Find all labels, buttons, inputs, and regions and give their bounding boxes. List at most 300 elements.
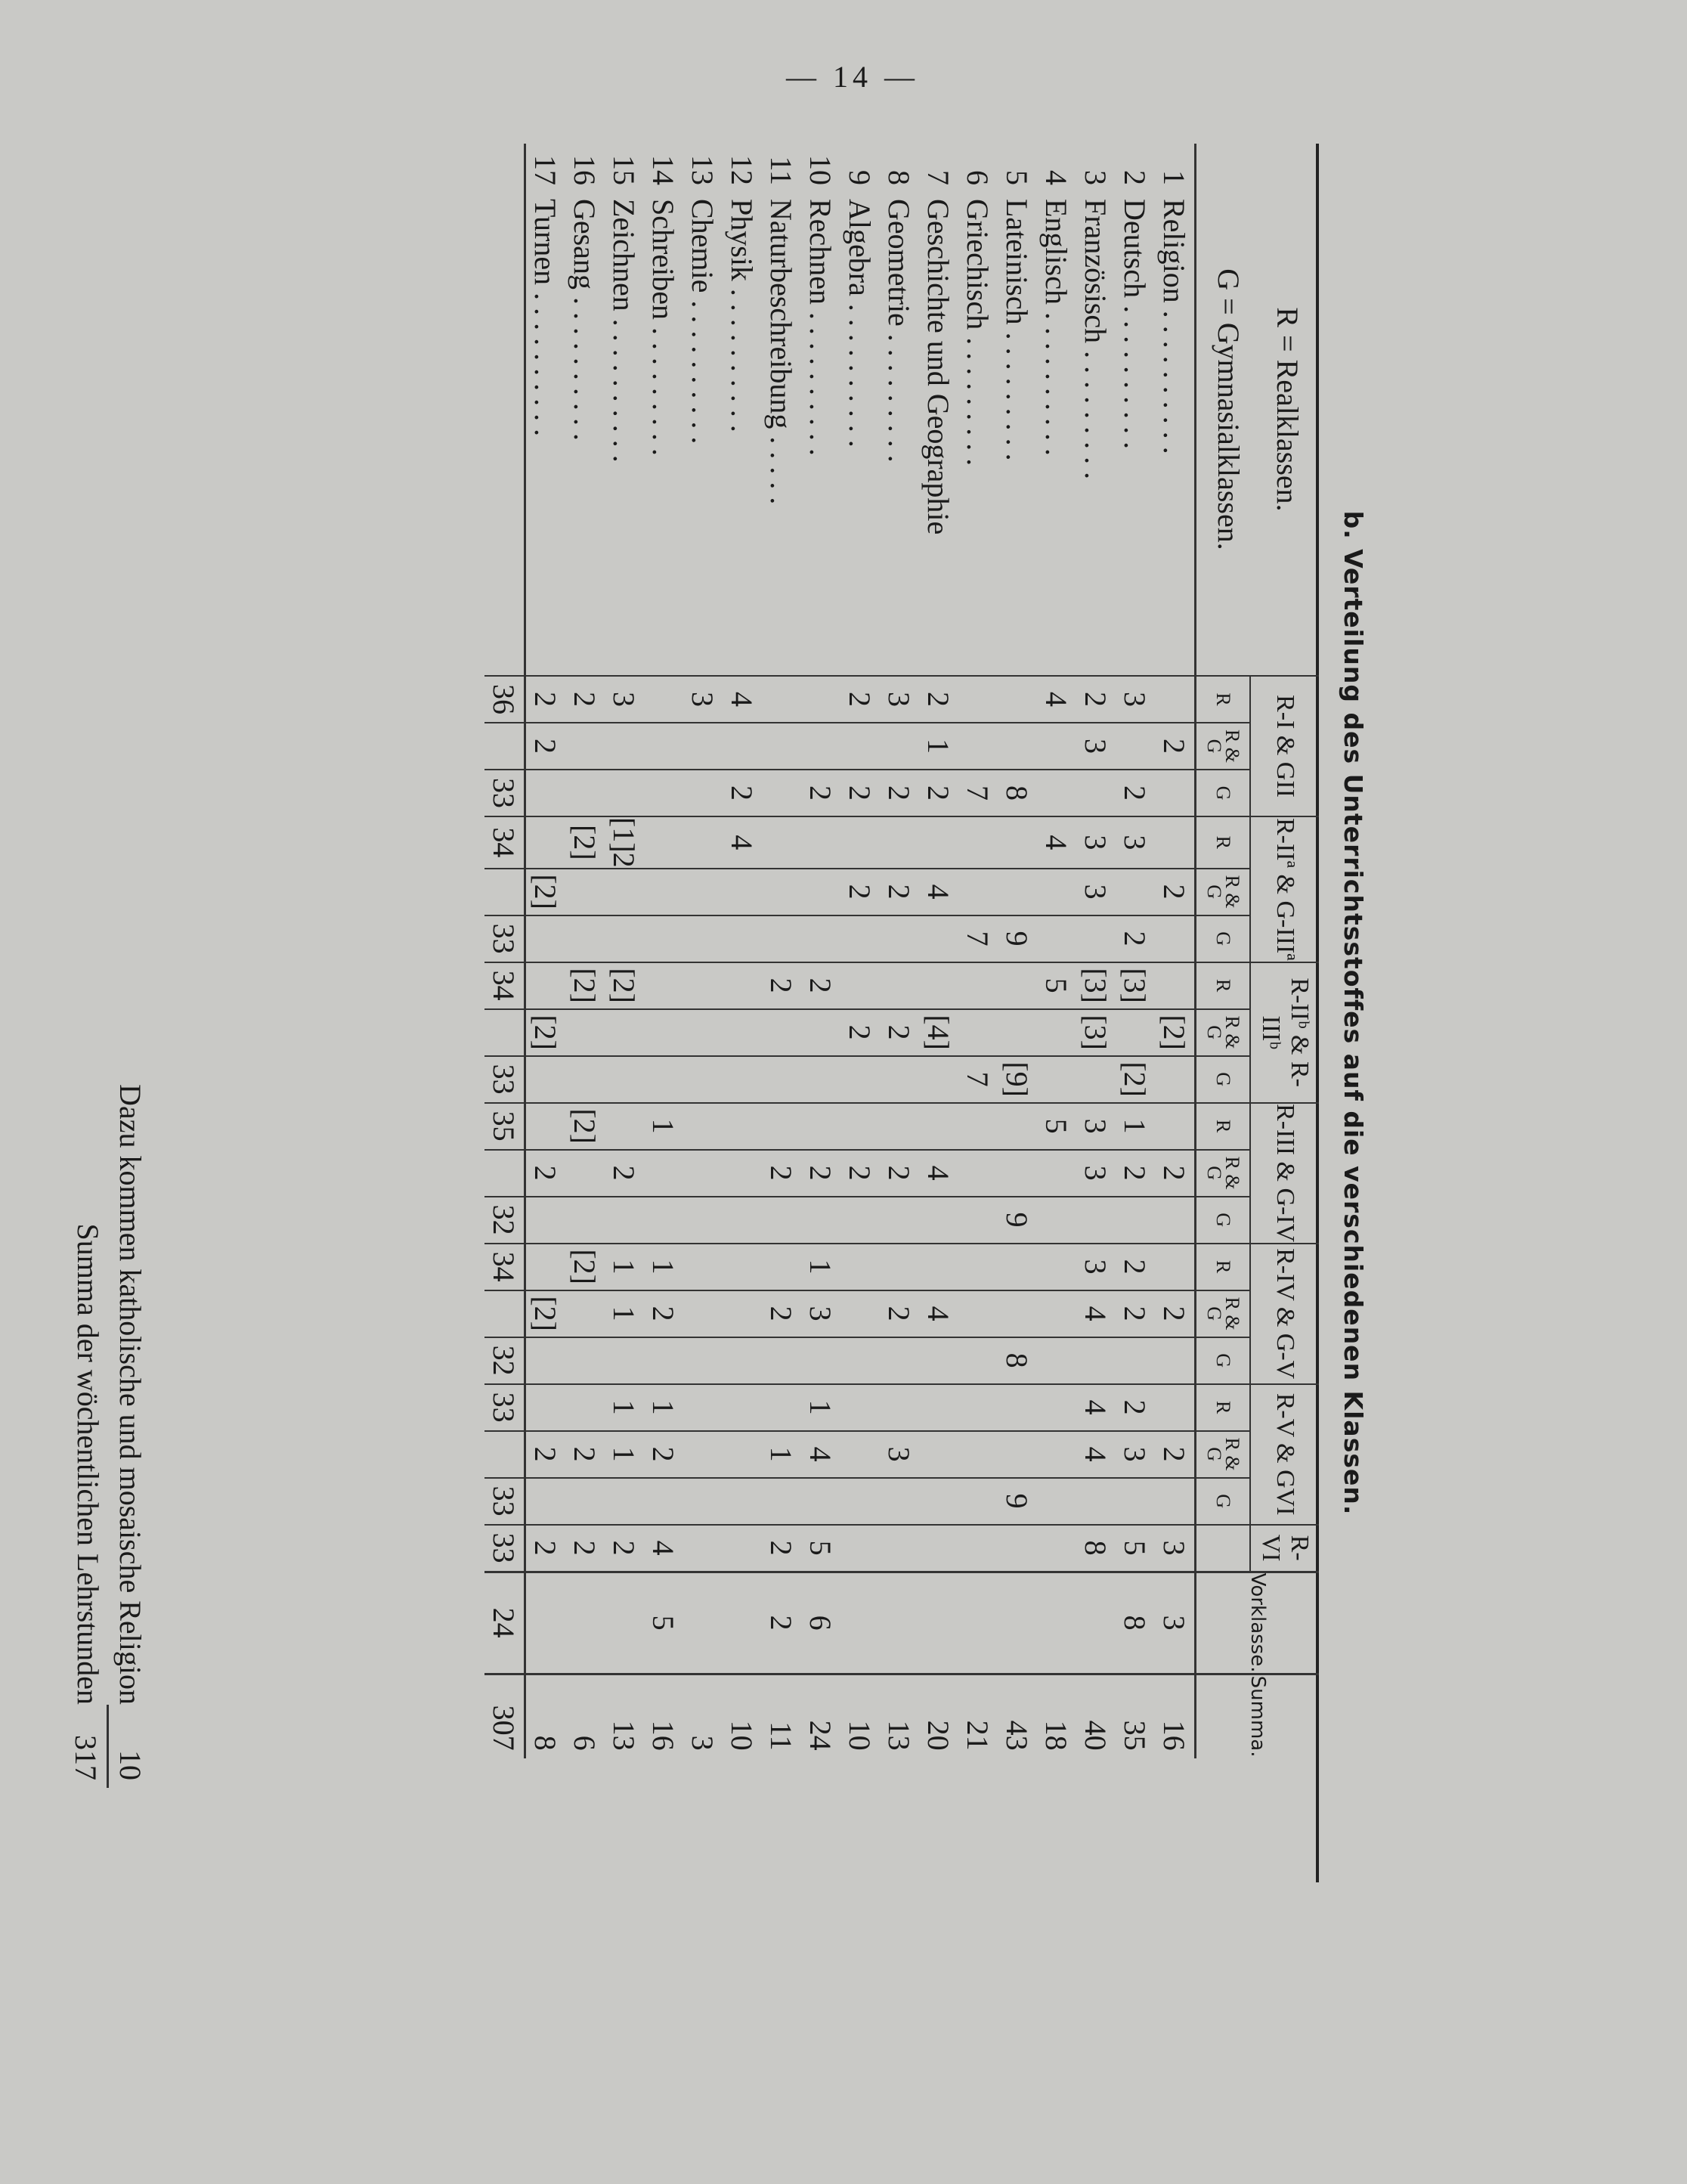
footer-add-label: Dazu kommen katholische und mosaische Religion <box>113 1084 147 1705</box>
group-header: R-I & GII <box>1250 676 1319 816</box>
row-number: 9 <box>843 170 878 185</box>
sub-header-rg: R & G <box>1196 1431 1251 1478</box>
hours-cell <box>919 1384 958 1431</box>
hours-cell: 4 <box>723 816 762 869</box>
subject-name: Algebra . . . . . . . . . . <box>843 199 878 448</box>
hours-cell <box>1155 1337 1196 1384</box>
subject-row <box>919 144 958 1758</box>
hours-cell: 2 <box>801 770 840 816</box>
subject-row <box>1155 144 1196 1758</box>
hours-cell <box>762 770 801 816</box>
hours-cell <box>565 1384 605 1431</box>
hours-cell <box>605 1103 644 1150</box>
row-number: 2 <box>1118 170 1153 185</box>
hours-cell <box>801 1197 840 1244</box>
hours-cell: 2 <box>1116 770 1155 816</box>
hours-cell <box>919 1337 958 1384</box>
hours-cell <box>1155 1478 1196 1525</box>
hours-cell <box>998 962 1037 1009</box>
hours-cell: 7 <box>958 770 998 816</box>
summa-cell: 8 <box>525 1674 566 1758</box>
hours-cell <box>723 1290 762 1337</box>
hours-cell: 1 <box>801 1384 840 1431</box>
hours-cell <box>723 962 762 1009</box>
hours-cell <box>958 1103 998 1150</box>
hours-cell: 4 <box>801 1431 840 1478</box>
sub-header-rg: R & G <box>1196 1290 1251 1337</box>
subject-name: Chemie . . . . . . . . . . <box>686 199 720 445</box>
footer-add-value: 10 <box>113 1750 147 1780</box>
vorklasse-cell <box>919 1572 958 1674</box>
summa-cell: 21 <box>958 1674 998 1758</box>
hours-cell <box>605 770 644 816</box>
hours-cell <box>998 1150 1037 1197</box>
hours-cell: 9 <box>998 1197 1037 1244</box>
hours-cell <box>723 723 762 770</box>
hours-cell: 4 <box>1037 676 1076 723</box>
hours-cell <box>1116 1478 1155 1525</box>
vorklasse-header: Vorklasse. <box>1196 1572 1320 1674</box>
hours-cell: 1 <box>762 1431 801 1478</box>
hours-cell <box>840 1290 880 1337</box>
subject-row <box>723 144 762 1758</box>
hours-cell: 2 <box>1116 1290 1155 1337</box>
hours-cell: 2 <box>1116 1244 1155 1290</box>
row-number: 15 <box>607 155 642 185</box>
hours-cell: 1 <box>644 1103 683 1150</box>
hours-cell <box>958 1431 998 1478</box>
hours-cell <box>1155 1103 1196 1150</box>
hours-cell: 4 <box>1076 1431 1116 1478</box>
subject-name: Geschichte und Geographie <box>921 199 956 535</box>
hours-cell: 8 <box>1076 1525 1116 1572</box>
hours-cell <box>840 1478 880 1525</box>
hours-cell: [2] <box>605 962 644 1009</box>
footer-add-row <box>109 699 151 1788</box>
subject-row <box>1076 144 1116 1758</box>
hours-cell: [2] <box>1116 1056 1155 1103</box>
hours-cell: [2] <box>565 1103 605 1150</box>
sub-header-g: G <box>1196 770 1251 816</box>
hours-cell <box>525 1478 566 1525</box>
hours-cell <box>998 723 1037 770</box>
hours-cell <box>484 1150 525 1197</box>
subject-name: Englisch . . . . . . . . . . <box>1039 199 1074 456</box>
hours-cell: [2] <box>525 1290 566 1337</box>
hours-cell: [2] <box>525 1009 566 1056</box>
hours-cell <box>919 1244 958 1290</box>
legend-gym: G = Gymnasialklassen. <box>1212 268 1246 550</box>
hours-cell: 2 <box>919 676 958 723</box>
hours-cell: [1]2 <box>605 816 644 869</box>
hours-cell <box>644 770 683 816</box>
hours-cell <box>1076 1197 1116 1244</box>
hours-cell <box>644 816 683 869</box>
sub-header-r: R <box>1196 962 1251 1009</box>
summa-cell: 13 <box>605 1674 644 1758</box>
row-number <box>484 144 525 193</box>
hours-cell <box>525 770 566 816</box>
hours-cell <box>762 915 801 962</box>
hours-cell <box>644 1337 683 1384</box>
hours-cell <box>1116 723 1155 770</box>
hours-cell <box>801 676 840 723</box>
hours-cell <box>1076 770 1116 816</box>
hours-cell: 2 <box>565 676 605 723</box>
hours-cell <box>605 1056 644 1103</box>
hours-cell <box>683 1197 723 1244</box>
hours-cell <box>644 723 683 770</box>
hours-cell <box>565 915 605 962</box>
hours-cell <box>762 676 801 723</box>
legend-real: R = Realklassen. <box>1271 307 1305 512</box>
subject-name: Zeichnen . . . . . . . . . . <box>607 199 642 463</box>
hours-cell <box>525 1056 566 1103</box>
hours-cell: 2 <box>880 770 919 816</box>
hours-cell: 32 <box>484 1197 525 1244</box>
hours-cell <box>683 869 723 915</box>
row-number: 11 <box>764 156 799 185</box>
hours-cell <box>565 723 605 770</box>
hours-cell <box>801 869 840 915</box>
vorklasse-cell <box>840 1572 880 1674</box>
group-header: R-VI <box>1250 1525 1319 1572</box>
hours-cell: 3 <box>1076 1103 1116 1150</box>
hours-cell <box>723 915 762 962</box>
hours-cell: 7 <box>958 1056 998 1103</box>
hours-cell <box>1037 770 1076 816</box>
hours-cell: 5 <box>1037 1103 1076 1150</box>
hours-cell <box>919 816 958 869</box>
hours-cell: 5 <box>1037 962 1076 1009</box>
vorklasse-cell <box>525 1572 566 1674</box>
hours-cell <box>840 1337 880 1384</box>
subject-name: Geometrie . . . . . . . . . <box>882 199 917 463</box>
hours-cell: 35 <box>484 1103 525 1150</box>
hours-cell: 2 <box>801 1150 840 1197</box>
summa-cell: 11 <box>762 1674 801 1758</box>
hours-cell <box>723 1150 762 1197</box>
hours-cell <box>1155 676 1196 723</box>
hours-cell <box>958 1197 998 1244</box>
hours-cell <box>840 1244 880 1290</box>
hours-cell <box>484 723 525 770</box>
sub-header-g: G <box>1196 1056 1251 1103</box>
hours-cell <box>525 1337 566 1384</box>
hours-cell <box>565 770 605 816</box>
vorklasse-cell <box>880 1572 919 1674</box>
hours-cell <box>1116 1009 1155 1056</box>
hours-cell <box>683 1431 723 1478</box>
subject-name: Schreiben . . . . . . . . . <box>646 199 681 456</box>
hours-cell <box>683 1009 723 1056</box>
hours-cell <box>683 1290 723 1337</box>
hours-cell <box>1155 1244 1196 1290</box>
hours-cell <box>484 1290 525 1337</box>
hours-cell <box>998 816 1037 869</box>
hours-cell <box>762 816 801 869</box>
subject-name: Rechnen . . . . . . . . . . <box>803 199 838 456</box>
hours-cell: 2 <box>644 1431 683 1478</box>
summa-cell: 40 <box>1076 1674 1116 1758</box>
vorklasse-cell: 2 <box>762 1572 801 1674</box>
hours-cell: 2 <box>525 1525 566 1572</box>
hours-cell: 2 <box>801 962 840 1009</box>
hours-cell <box>801 1478 840 1525</box>
summa-cell: 10 <box>840 1674 880 1758</box>
hours-cell <box>1076 915 1116 962</box>
sub-header-r: R <box>1196 1384 1251 1431</box>
hours-cell <box>958 1009 998 1056</box>
sub-header-rg: R & G <box>1196 1009 1251 1056</box>
hours-cell: 2 <box>1155 1290 1196 1337</box>
hours-cell <box>1155 962 1196 1009</box>
hours-cell <box>1155 1384 1196 1431</box>
vorklasse-cell <box>1037 1572 1076 1674</box>
hours-cell <box>1037 1337 1076 1384</box>
subject-row <box>644 144 683 1758</box>
summa-cell: 43 <box>998 1674 1037 1758</box>
hours-cell: 3 <box>1076 869 1116 915</box>
hours-cell <box>605 723 644 770</box>
hours-cell <box>565 1009 605 1056</box>
hours-cell: 2 <box>762 1290 801 1337</box>
hours-cell: 3 <box>880 676 919 723</box>
hours-cell <box>723 1525 762 1572</box>
hours-cell: 2 <box>565 1431 605 1478</box>
hours-cell: [9] <box>998 1056 1037 1103</box>
hours-cell <box>958 1384 998 1431</box>
hours-cell: 9 <box>998 915 1037 962</box>
hours-cell: 1 <box>605 1290 644 1337</box>
subject-row <box>880 144 919 1758</box>
hours-cell <box>644 962 683 1009</box>
hours-cell <box>998 1009 1037 1056</box>
hours-cell: 8 <box>998 770 1037 816</box>
hours-cell: 1 <box>605 1384 644 1431</box>
hours-cell <box>801 1056 840 1103</box>
hours-cell <box>565 1290 605 1337</box>
subject-row <box>998 144 1037 1758</box>
hours-cell: 2 <box>525 1150 566 1197</box>
hours-cell <box>1037 1056 1076 1103</box>
hours-cell <box>1155 1056 1196 1103</box>
row-number: 7 <box>921 170 956 185</box>
hours-cell: 4 <box>919 1150 958 1197</box>
sub-header-rg: R & G <box>1196 723 1251 770</box>
row-number: 13 <box>686 155 720 185</box>
hours-cell: 3 <box>1116 676 1155 723</box>
hours-cell: 3 <box>1076 723 1116 770</box>
hours-cell: 3 <box>1155 1525 1196 1572</box>
subject-row <box>762 144 801 1758</box>
row-number: 6 <box>961 170 995 185</box>
hours-cell <box>958 1150 998 1197</box>
summa-cell: 307 <box>484 1674 525 1758</box>
hours-cell <box>1037 1009 1076 1056</box>
hours-cell <box>1116 1337 1155 1384</box>
hours-cell <box>683 1056 723 1103</box>
hours-cell <box>998 676 1037 723</box>
hours-cell <box>723 1056 762 1103</box>
group-header: R-V & GVI <box>1250 1384 1319 1525</box>
hours-cell <box>1037 869 1076 915</box>
hours-cell: 4 <box>1076 1290 1116 1337</box>
hours-cell <box>525 1103 566 1150</box>
hours-cell <box>880 1197 919 1244</box>
hours-cell: 2 <box>840 770 880 816</box>
hours-cell: 2 <box>880 1290 919 1337</box>
group-header: R-IIª & G-IIIª <box>1250 816 1319 962</box>
hours-cell <box>801 1009 840 1056</box>
subject-row <box>1116 144 1155 1758</box>
hours-cell <box>762 1337 801 1384</box>
hours-cell <box>762 869 801 915</box>
hours-cell <box>801 1337 840 1384</box>
hours-cell: 5 <box>801 1525 840 1572</box>
hours-cell <box>880 915 919 962</box>
hours-cell <box>644 869 683 915</box>
subject-name: Deutsch . . . . . . . . . . <box>1118 199 1153 450</box>
hours-cell <box>683 1337 723 1384</box>
hours-cell <box>723 1244 762 1290</box>
legend-cell <box>1196 144 1320 676</box>
vorklasse-cell <box>565 1572 605 1674</box>
hours-cell <box>840 962 880 1009</box>
vorklasse-cell: 5 <box>644 1572 683 1674</box>
hours-cell <box>958 676 998 723</box>
hours-cell <box>605 915 644 962</box>
hours-cell <box>683 770 723 816</box>
hours-cell: 1 <box>644 1384 683 1431</box>
sub-header-g: G <box>1196 1478 1251 1525</box>
hours-cell <box>1037 1244 1076 1290</box>
hours-cell: 34 <box>484 962 525 1009</box>
summa-cell: 13 <box>880 1674 919 1758</box>
hours-cell: [2] <box>525 869 566 915</box>
subject-name: Gesang . . . . . . . . . . <box>568 199 602 441</box>
hours-cell <box>919 1056 958 1103</box>
hours-cell <box>998 1525 1037 1572</box>
sub-header-rvi <box>1196 1525 1251 1572</box>
hours-cell <box>644 676 683 723</box>
hours-cell <box>998 1103 1037 1150</box>
hours-cell <box>723 869 762 915</box>
hours-cell: 3 <box>801 1290 840 1337</box>
subject-name: Griechisch . . . . . . . . . <box>961 199 995 466</box>
subject-row <box>565 144 605 1758</box>
hours-cell <box>565 1056 605 1103</box>
sub-header-g: G <box>1196 1337 1251 1384</box>
hours-cell <box>683 1384 723 1431</box>
summa-cell: 6 <box>565 1674 605 1758</box>
hours-cell: 2 <box>1155 1150 1196 1197</box>
vorklasse-cell: 24 <box>484 1572 525 1674</box>
vorklasse-cell: 6 <box>801 1572 840 1674</box>
hours-cell: 7 <box>958 915 998 962</box>
hours-cell <box>880 1337 919 1384</box>
hours-cell <box>958 1290 998 1337</box>
sub-header-r: R <box>1196 676 1251 723</box>
hours-cell <box>958 1478 998 1525</box>
hours-cell <box>1155 770 1196 816</box>
hours-cell: 2 <box>1116 915 1155 962</box>
group-header: R-IV & G-V <box>1250 1244 1319 1384</box>
hours-cell <box>683 1244 723 1290</box>
subject-row <box>840 144 880 1758</box>
vorklasse-cell <box>1076 1572 1116 1674</box>
hours-cell <box>723 1384 762 1431</box>
hours-cell: 1 <box>1116 1103 1155 1150</box>
hours-cell <box>919 915 958 962</box>
hours-cell <box>762 1056 801 1103</box>
hours-cell <box>762 1197 801 1244</box>
hours-cell <box>840 1525 880 1572</box>
row-number: 14 <box>646 155 681 185</box>
hours-cell: [3] <box>1076 1009 1116 1056</box>
hours-cell <box>880 1478 919 1525</box>
hours-cell <box>723 1197 762 1244</box>
row-number: 3 <box>1079 170 1113 185</box>
hours-cell <box>919 1103 958 1150</box>
sub-header-rg: R & G <box>1196 1150 1251 1197</box>
hours-cell <box>840 723 880 770</box>
subject-name: Lateinisch . . . . . . . . . <box>1000 199 1035 461</box>
subject-name: Französisch . . . . . . . . . <box>1079 199 1113 480</box>
hours-cell <box>683 962 723 1009</box>
hours-cell: 2 <box>525 676 566 723</box>
subject-row <box>958 144 998 1758</box>
hours-cell: 4 <box>919 869 958 915</box>
row-number: 8 <box>882 170 917 185</box>
hours-cell <box>958 723 998 770</box>
hours-cell <box>723 1478 762 1525</box>
hours-cell: 2 <box>723 770 762 816</box>
hours-cell <box>801 723 840 770</box>
hours-cell: 4 <box>1076 1384 1116 1431</box>
hours-cell: 4 <box>644 1525 683 1572</box>
hours-cell <box>958 1525 998 1572</box>
hours-cell <box>644 1197 683 1244</box>
table-title: b. Verteilung des Unterrichtsstoffes auf die verschiedenen Klassen. <box>1339 510 1368 1516</box>
hours-cell <box>958 962 998 1009</box>
vorklasse-cell: 8 <box>1116 1572 1155 1674</box>
subject-name <box>484 193 525 676</box>
hours-cell <box>644 1150 683 1197</box>
hours-cell <box>723 1103 762 1150</box>
hours-cell <box>1037 1478 1076 1525</box>
hours-cell <box>840 1197 880 1244</box>
hours-cell <box>565 869 605 915</box>
rotated-page-content <box>0 144 1376 1882</box>
vorklasse-cell <box>958 1572 998 1674</box>
subject-row <box>683 144 723 1758</box>
hours-cell: 2 <box>1116 1384 1155 1431</box>
hours-cell <box>484 1009 525 1056</box>
hours-cell <box>683 723 723 770</box>
hours-cell <box>525 962 566 1009</box>
hours-cell: 1 <box>605 1431 644 1478</box>
hours-cell <box>919 1431 958 1478</box>
hours-cell: 32 <box>484 1337 525 1384</box>
hours-cell <box>683 1525 723 1572</box>
hours-cell: 5 <box>1116 1525 1155 1572</box>
sub-header-r: R <box>1196 1244 1251 1290</box>
hours-cell: 33 <box>484 770 525 816</box>
hours-cell: 1 <box>644 1244 683 1290</box>
hours-cell <box>1037 1290 1076 1337</box>
hours-cell <box>683 915 723 962</box>
